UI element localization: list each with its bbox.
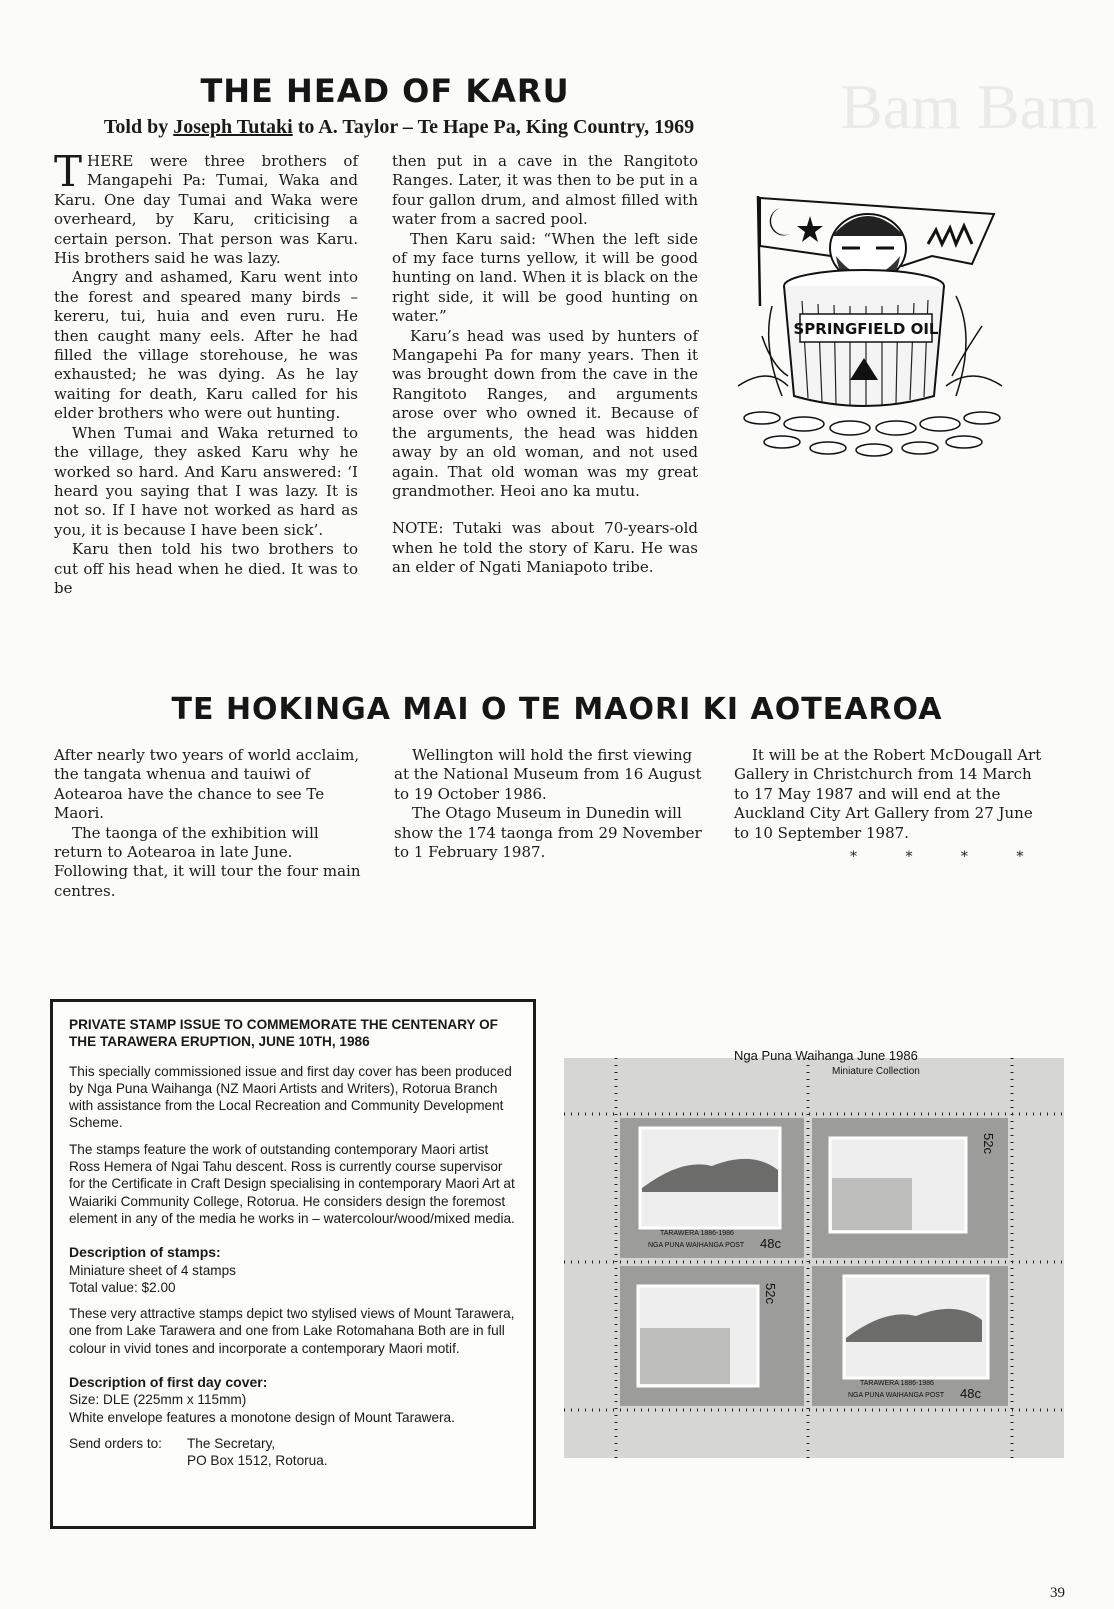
desc-stamps-line2: Total value: $2.00 xyxy=(69,1279,176,1295)
paragraph: THERE were three brothers of Mangapehi Pa: Tumai, Waka and Karu. One day Tumai and Waka were overheard, by Karu, criticising a certain person. That person was Karu. His brothers said he was lazy. xyxy=(54,147,358,268)
stamp-4-value: 48c xyxy=(960,1386,981,1401)
paragraph: The taonga of the exhibition will return to Aotearoa in late June. Following that, it will tour the four main centres. xyxy=(54,823,361,900)
byline-name: Joseph Tutaki xyxy=(173,116,293,138)
article1-column-1 xyxy=(54,147,358,598)
byline-suffix: to A. Taylor – Te Hape Pa, King Country, 1969 xyxy=(292,116,695,138)
stamp-issue-heading: PRIVATE STAMP ISSUE TO COMMEMORATE THE CENTENARY OF THE TARAWERA ERUPTION, JUNE 10TH, 1986 xyxy=(69,1017,498,1050)
article2-column-3 xyxy=(734,746,1050,843)
stamp-issue-para3: These very attractive stamps depict two stylised views of Mount Tarawera, one from Lake Tarawera and one from Lake Rotomahana Both are in full colour in vivid tones and incorporate a contemporary Maori motif. xyxy=(69,1306,515,1356)
stamp-3-value: 52c xyxy=(762,1283,778,1304)
paragraph: Wellington will hold the first viewing at the National Museum from 16 August to 19 October 1986. xyxy=(394,746,702,803)
desc-stamps-heading: Description of stamps: xyxy=(69,1244,221,1261)
stamp-issue-para2: The stamps feature the work of outstanding contemporary Maori artist Ross Hemera of Ngai Tahu descent. Ross is currently course supervisor for the Certificate in Craft Design specialising in contemporary Maori Art at Waiariki Community College, Rotorua. He considers design the foremost element in any of the media he works in – watercolour/wood/mixed media. xyxy=(69,1141,515,1226)
desc-cover-line2: White envelope features a monotone design of Mount Tarawera. xyxy=(69,1409,455,1425)
paragraph: When Tumai and Waka returned to the village, they asked Karu why he worked so hard. And Karu answered: ‘I heard you saying that I was lazy. It is not so. If I have not worked as hard as you, it is because I have been sick’. xyxy=(54,423,358,539)
sheet-title: Nga Puna Waihanga June 1986 xyxy=(734,1048,918,1063)
desc-cover-line1: Size: DLE (225mm x 115mm) xyxy=(69,1392,247,1408)
byline-prefix: Told by xyxy=(103,116,174,138)
drum-text: SPRINGFIELD OIL xyxy=(793,320,939,338)
paragraph: After nearly two years of world acclaim, the tangata whenua and tauiwi of Aotearoa have the chance to see Te Maori. xyxy=(54,746,360,823)
desc-stamps-line1: Miniature sheet of 4 stamps xyxy=(69,1262,236,1278)
stamp-1-post: NGA PUNA WAIHANGA POST xyxy=(648,1242,745,1249)
note-paragraph: NOTE: Tutaki was about 70-years-old when he told the story of Karu. He was an elder of Ngati Maniapoto tribe. xyxy=(392,519,698,577)
paragraph: Angry and ashamed, Karu went into the forest and speared many birds – kereru, tui, huia and even ruru. He then caught many eels. After he had filled the village storehouse, he was exhausted; he was dying. As he lay waiting for death, Karu called for his elder brothers who were out hunting. xyxy=(54,268,358,423)
article-title-te-hokinga-mai: TE HOKINGA MAI O TE MAORI KI AOTEAROA xyxy=(171,692,943,727)
stamp-issue-para1: This specially commissioned issue and first day cover has been produced by Nga Puna Waihanga (NZ Maori Artists and Writers), Rotorua Branch with assistance from the Local Recreation and Community Development Scheme. xyxy=(69,1063,512,1131)
miniature-stamp-sheet xyxy=(564,1048,1064,1458)
paragraph: Karu’s head was used by hunters of Mangapehi Pa for many years. Then it was brought down from the cave in the Rangitoto Ranges, and arguments arose over who owned it. Because of the arguments, the head was hidden away by an old woman, and not used again. That old woman was my great grandmother. Heoi ano ka mutu. xyxy=(392,326,698,500)
stamp-4-caption: TARAWERA 1886-1986 xyxy=(860,1380,934,1387)
karu-head-drum-illustration xyxy=(732,186,1014,466)
sheet-subtitle: Miniature Collection xyxy=(832,1066,920,1077)
orders-line1: The Secretary, xyxy=(187,1435,276,1451)
drop-cap: T xyxy=(54,147,83,196)
article2-column-2 xyxy=(394,746,706,862)
article1-column-2 xyxy=(392,152,698,578)
article-title-head-of-karu: THE HEAD OF KARU xyxy=(200,72,570,110)
stamp-1-caption: TARAWERA 1886-1986 xyxy=(660,1230,734,1237)
section-divider-stars: * * * * xyxy=(850,849,1046,865)
show-through-heading: Bam Bam xyxy=(840,71,1098,142)
stamp-issue-box xyxy=(50,999,536,1529)
stamp-2-value: 52c xyxy=(980,1133,996,1154)
stamp-1-value: 48c xyxy=(760,1236,781,1251)
paragraph: then put in a cave in the Rangitoto Ranges. Later, it was then to be put in a four gallon drum, and almost filled with water from a sacred pool. xyxy=(392,152,698,229)
stamp-4-post: NGA PUNA WAIHANGA POST xyxy=(848,1392,945,1399)
paragraph: Then Karu said: “When the left side of my face turns yellow, it will be good hunting on land. When it is black on the right side, it will be good hunting on water.” xyxy=(392,229,698,326)
article2-column-1 xyxy=(54,746,366,901)
orders-line2: PO Box 1512, Rotorua. xyxy=(187,1453,328,1469)
article-byline xyxy=(54,116,744,139)
paragraph: The Otago Museum in Dunedin will show the 174 taonga from 29 November to 1 February 1987. xyxy=(394,804,702,862)
orders-label: Send orders to: xyxy=(69,1435,162,1451)
paragraph: It will be at the Robert McDougall Art Gallery in Christchurch from 14 March to 17 May 1987 and will end at the Auckland City Art Gallery from 27 June to 10 September 1987. xyxy=(734,746,1042,842)
desc-cover-heading: Description of first day cover: xyxy=(69,1374,268,1391)
paragraph: Karu then told his two brothers to cut off his head when he died. It was to be xyxy=(54,540,358,597)
page-number: 39 xyxy=(1050,1585,1065,1601)
